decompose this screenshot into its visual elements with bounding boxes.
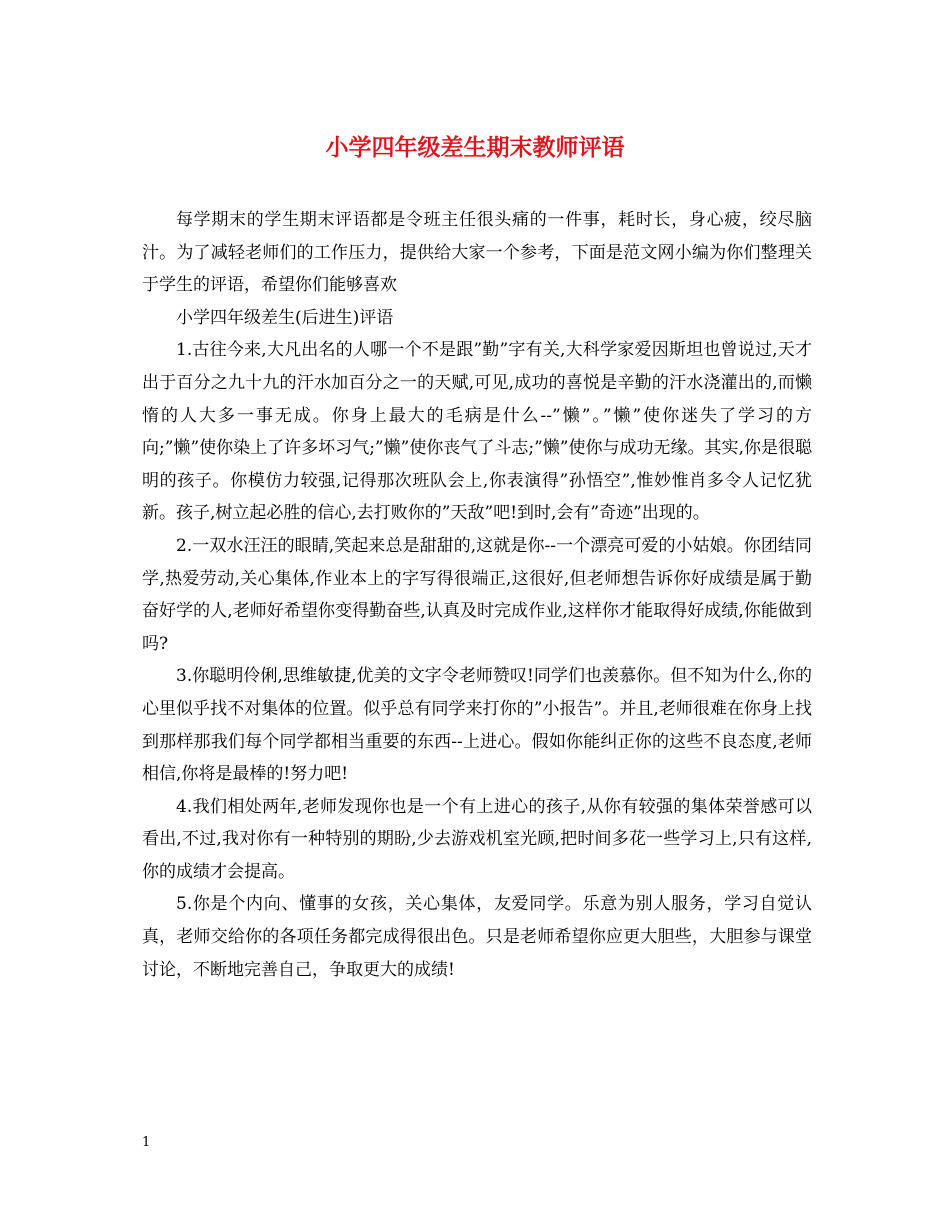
comment-paragraph-3: 3.你聪明伶俐,思维敏捷,优美的文字令老师赞叹!同学们也羡慕你。但不知为什么,你的心里似乎找不对集体的位置。似乎总有同学来打你的”小报告”。并且,老师很难在你身上找到那样那我们每个同学都相当重要的东西--上进心。假如你能纠正你的这些不良态度,老师相信,你将是最棒的!努力吧! [142,666,812,785]
section-heading: 小学四年级差生(后进生)评语 [176,307,394,328]
comment-paragraph-5: 5.你是个内向、懂事的女孩，关心集体，友爱同学。乐意为别人服务，学习自觉认真，老师交给你的各项任务都完成得很出色。只是老师希望你应更大胆些，大胆参与课堂讨论，不断地完善自己，争取更大的成绩! [142,894,812,980]
comment-paragraph-4: 4.我们相处两年,老师发现你也是一个有上进心的孩子,从你有较强的集体荣誉感可以看出,不过,我对你有一种特别的期盼,少去游戏机室光顾,把时间多花一些学习上,只有这样,你的成绩才会提高。 [142,796,812,882]
document-body [142,204,812,986]
intro-paragraph: 每学期末的学生期末评语都是令班主任很头痛的一件事，耗时长，身心疲，绞尽脑汁。为了减轻老师们的工作压力，提供给大家一个参考，下面是范文网小编为你们整理关于学生的评语，希望你们能够喜欢 [142,210,812,296]
comment-paragraph-2: 2.一双水汪汪的眼睛,笑起来总是甜甜的,这就是你--一个漂亮可爱的小姑娘。你团结同学,热爱劳动,关心集体,作业本上的字写得很端正,这很好,但老师想告诉你好成绩是属于勤奋好学的人,老师好希望你变得勤奋些,认真及时完成作业,这样你才能取得好成绩,你能做到吗? [142,535,812,654]
document-title: 小学四年级差生期末教师评语 [325,135,625,161]
comment-paragraph-1: 1.古往今来,大凡出名的人哪一个不是跟”勤”字有关,大科学家爱因斯坦也曾说过,天才出于百分之九十九的汗水加百分之一的天赋,可见,成功的喜悦是辛勤的汗水浇灌出的,而懒惰的人大多一事无成。你身上最大的毛病是什么--”懒”。”懒”使你迷失了学习的方向;”懒”使你染上了许多坏习气;”懒”使你丧气了斗志;”懒”使你与成功无缘。其实,你是很聪明的孩子。你模仿力较强,记得那次班队会上,你表演得”孙悟空”,惟妙惟肖多令人记忆犹新。孩子,树立起必胜的信心,去打败你的”天敌”吧!到时,会有”奇迹”出现的。 [142,340,812,524]
page-number: 1 [142,1135,151,1150]
